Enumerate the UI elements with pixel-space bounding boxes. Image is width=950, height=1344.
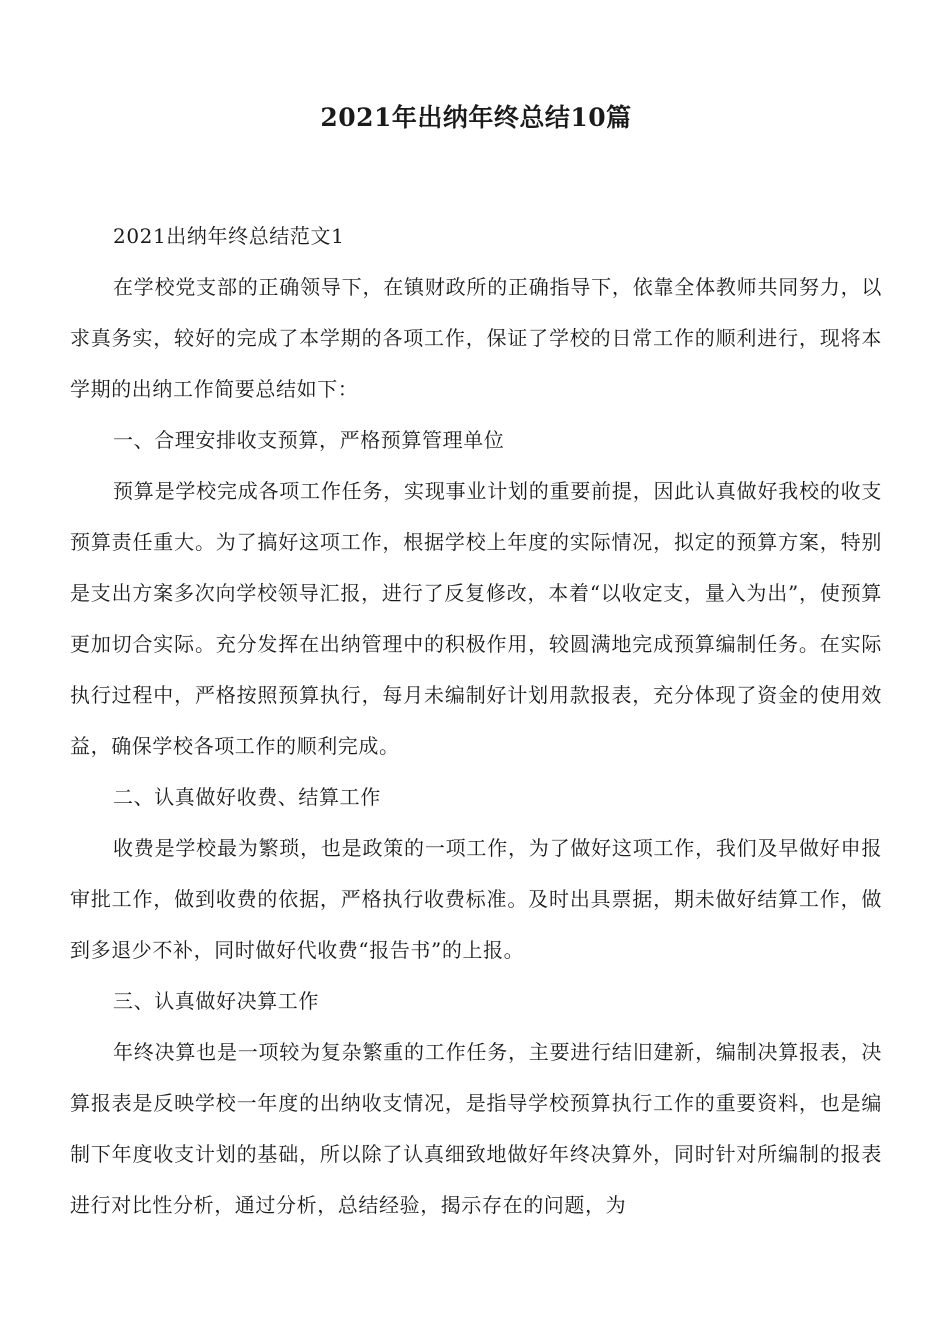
section-heading-1: 一、合理安排收支预算，严格预算管理单位: [113, 428, 505, 452]
paragraph-final-accounts: 年终决算也是一项较为复杂繁重的工作任务，主要进行结旧建新，编制决算报表，决算报表是反映学校一年度的出纳收支情况，是指导学校预算执行工作的重要资料，也是编制下年度收支计划的基础，所以除了认真细致地做好年终决算外，同时针对所编制的报表进行对比性分析，通过分析，总结经验，揭示存在的问题，为: [70, 1040, 882, 1217]
section-heading-2: 二、认真做好收费、结算工作: [113, 785, 381, 809]
document-title: 2021年出纳年终总结10篇: [320, 103, 632, 132]
section-heading-3: 三、认真做好决算工作: [113, 989, 319, 1013]
paragraph-intro: 在学校党支部的正确领导下，在镇财政所的正确指导下，依靠全体教师共同努力，以求真务实，较好的完成了本学期的各项工作，保证了学校的日常工作的顺利进行，现将本学期的出纳工作简要总结如下：: [70, 275, 882, 401]
document-body: [70, 211, 882, 1231]
paragraph-budget: 预算是学校完成各项工作任务，实现事业计划的重要前提，因此认真做好我校的收支预算责任重大。为了搞好这项工作，根据学校上年度的实际情况，拟定的预算方案，特别是支出方案多次向学校领导汇报，进行了反复修改，本着“以收定支，量入为出”，使预算更加切合实际。充分发挥在出纳管理中的积极作用，较圆满地完成预算编制任务。在实际执行过程中，严格按照预算执行，每月未编制好计划用款报表，充分体现了资金的使用效益，确保学校各项工作的顺利完成。: [70, 479, 882, 758]
paragraph-subtitle: 2021出纳年终总结范文1: [113, 224, 345, 248]
paragraph-fees: 收费是学校最为繁琐，也是政策的一项工作，为了做好这项工作，我们及早做好申报审批工作，做到收费的依据，严格执行收费标准。及时出具票据，期未做好结算工作，做到多退少不补，同时做好代收费“报告书”的上报。: [70, 836, 882, 962]
